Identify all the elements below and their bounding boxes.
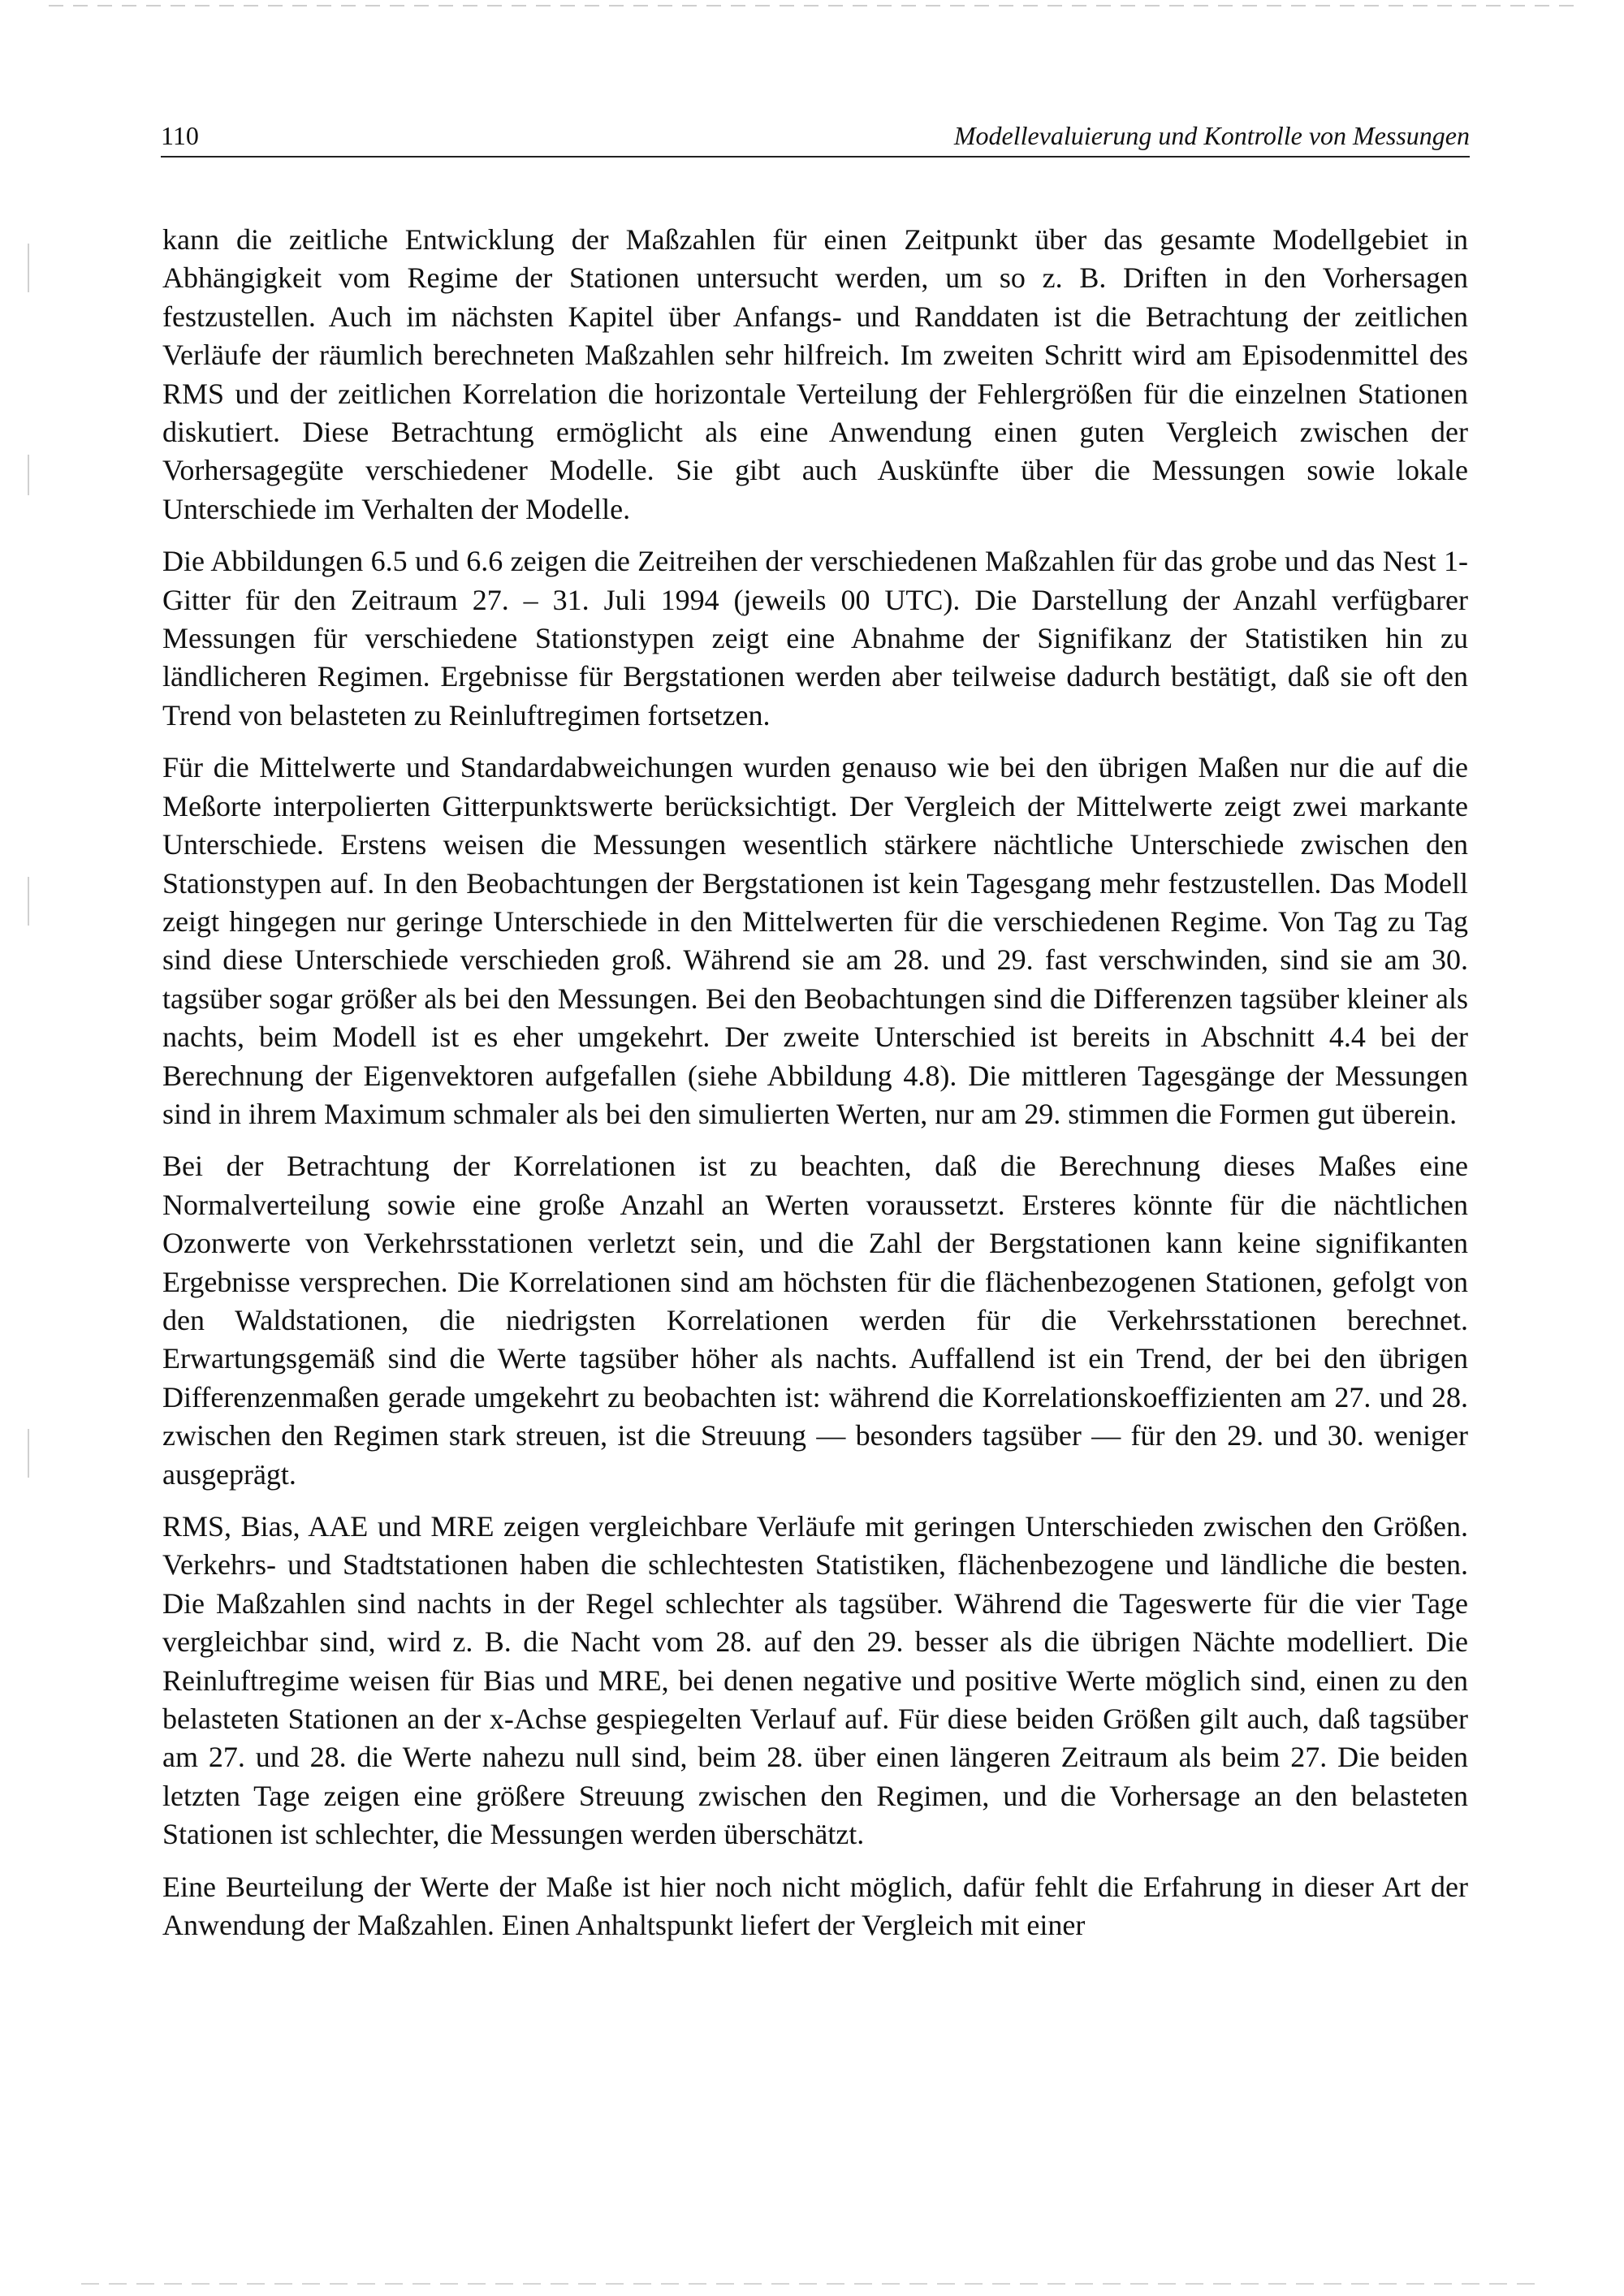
scan-edge-bottom — [81, 2283, 1543, 2285]
paragraph-3: Für die Mittelwerte und Standardabweichungen wurden genauso wie bei den übrigen Maßen nur die auf die Meßorte interpolierten Gitterpunktswerte berücksichtigt. Der Vergleich der Mittelwerte zeigt zwei markante Unterschiede. Erstens weisen die Messungen wesentlich stärkere nächtliche Unterschiede zwischen den Stationstypen auf. In den Beobachtungen der Bergstationen ist kein Tagesgang mehr festzustellen. Das Modell zeigt hingegen nur geringe Unterschiede in den Mittelwerten für die verschiedenen Regime. Von Tag zu Tag sind diese Unterschiede verschieden groß. Während sie am 28. und 29. fast verschwinden, sind sie am 30. tagsüber sogar größer als bei den Messungen. Bei den Beobachtungen sind die Differenzen tagsüber kleiner als nachts, beim Modell ist es eher umgekehrt. Der zweite Unterschied ist bereits in Abschnitt 4.4 bei der Berechnung der Eigenvektoren aufgefallen (siehe Abbildung 4.8). Die mittleren Tagesgänge der Messungen sind in ihrem Maximum schmaler als bei den simulierten Werten, nur am 29. stimmen die Formen gut überein. — [162, 751, 1468, 1130]
running-head — [161, 120, 1470, 158]
scan-edge-left-2 — [28, 455, 29, 495]
scan-edge-top — [49, 5, 1575, 6]
body-text — [162, 221, 1468, 1958]
paragraph-4: Bei der Betrachtung der Korrelationen ist zu beachten, daß die Berechnung dieses Maßes eine Normalverteilung sowie eine große Anzahl an Werten voraussetzt. Ersteres könnte für die nächtlichen Ozonwerte von Verkehrsstationen verletzt sein, und die Zahl der Bergstationen kann keine signifikanten Ergebnisse versprechen. Die Korrelationen sind am höchsten für die flächenbezogenen Stationen, gefolgt von den Waldstationen, die niedrigsten Korrelationen werden für die Verkehrsstationen berechnet. Erwartungsgemäß sind die Werte tagsüber höher als nachts. Auffallend ist ein Trend, der bei den übrigen Differenzenmaßen gerade umgekehrt zu beobachten ist: während die Korrelationskoeffizienten am 27. und 28. zwischen den Regimen stark streuen, ist die Streuung — besonders tagsüber — für den 29. und 30. weniger ausgeprägt. — [162, 1150, 1468, 1491]
scan-edge-left-1 — [28, 244, 29, 292]
scan-edge-left-3 — [28, 877, 29, 926]
paragraph-2: Die Abbildungen 6.5 und 6.6 zeigen die Zeitreihen der verschiedenen Maßzahlen für das grobe und das Nest 1-Gitter für den Zeitraum 27. – 31. Juli 1994 (jeweils 00 UTC). Die Darstellung der Anzahl verfügbarer Messungen für verschiedene Stationstypen zeigt eine Abnahme der Signifikanz der Statistiken hin zu ländlicheren Regimen. Ergebnisse für Bergstationen werden aber teilweise dadurch bestätigt, daß sie oft den Trend von belasteten zu Reinluftregimen fortsetzen. — [162, 545, 1468, 732]
paragraph-5: RMS, Bias, AAE und MRE zeigen vergleichbare Verläufe mit geringen Unterschieden zwischen den Größen. Verkehrs- und Stadtstationen haben die schlechtesten Statistiken, flächenbezogene und ländliche die besten. Die Maßzahlen sind nachts in der Regel schlechter als tagsüber. Während die Tageswerte für die vier Tage vergleichbar sind, wird z. B. die Nacht vom 28. auf den 29. besser als die übrigen Nächte modelliert. Die Reinluftregime weisen für Bias und MRE, bei denen negative und positive Werte möglich sind, einen zu den belasteten Stationen an der x-Achse gespiegelten Verlauf auf. Für diese beiden Größen gilt auch, daß tagsüber am 27. und 28. die Werte nahezu null sind, beim 28. über einen längeren Zeitraum als beim 27. Die beiden letzten Tage zeigen eine größere Streuung zwischen den Regimen, und die Vorhersage an den belasteten Stationen ist schlechter, die Messungen werden überschätzt. — [162, 1510, 1468, 1851]
scan-edge-left-4 — [28, 1429, 29, 1478]
paragraph-1: kann die zeitliche Entwicklung der Maßzahlen für einen Zeitpunkt über das gesamte Modellgebiet in Abhängigkeit vom Regime der Stationen untersucht werden, um so z. B. Driften in den Vorhersagen festzustellen. Auch im nächsten Kapitel über Anfangs- und Randdaten ist die Betrachtung der zeitlichen Verläufe der räumlich berechneten Maßzahlen sehr hilfreich. Im zweiten Schritt wird am Episodenmittel des RMS und der zeitlichen Korrelation die horizontale Verteilung der Fehlergrößen für die einzelnen Stationen diskutiert. Diese Betrachtung ermöglicht als eine Anwendung einen guten Vergleich zwischen der Vorhersagegüte verschiedener Modelle. Sie gibt auch Auskünfte über die Messungen sowie lokale Unterschiede im Verhalten der Modelle. — [162, 223, 1468, 525]
page-number: 110 — [161, 121, 199, 150]
paragraph-6: Eine Beurteilung der Werte der Maße ist hier noch nicht möglich, dafür fehlt die Erfahrung in dieser Art der Anwendung der Maßzahlen. Einen Anhaltspunkt liefert der Vergleich mit einer — [162, 1870, 1468, 1942]
running-title: Modellevaluierung und Kontrolle von Messungen — [953, 121, 1470, 150]
